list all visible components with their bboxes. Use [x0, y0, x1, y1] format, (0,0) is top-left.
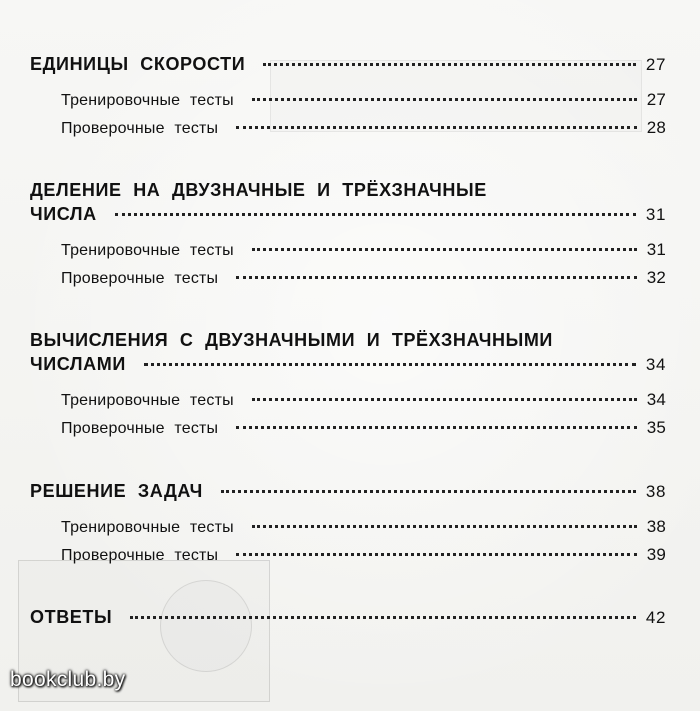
item-label: Тренировочные тесты [61, 392, 234, 409]
toc-item-training-tests[interactable] [61, 390, 666, 410]
page-number: 34 [646, 390, 666, 409]
toc-section-units-of-speed[interactable] [30, 54, 666, 75]
page-number: 31 [645, 205, 666, 224]
toc-section-division[interactable] [30, 204, 666, 225]
dot-leader [252, 525, 637, 528]
section-title: ЕДИНИЦЫ СКОРОСТИ [30, 54, 246, 74]
page-number: 27 [645, 55, 666, 74]
item-label: Проверочные тесты [61, 120, 219, 137]
dot-leader [236, 426, 636, 429]
dot-leader [252, 248, 637, 251]
page-number: 34 [645, 355, 666, 374]
toc-section-calculations[interactable] [30, 354, 666, 375]
page-number: 35 [646, 418, 666, 437]
toc-item-check-tests[interactable] [61, 268, 666, 288]
dot-leader [236, 553, 636, 556]
toc-item-check-tests[interactable] [61, 545, 666, 565]
toc-item-training-tests[interactable] [61, 517, 666, 537]
toc-item-check-tests[interactable] [61, 418, 666, 438]
section-title-line1: ДЕЛЕНИЕ НА ДВУЗНАЧНЫЕ И ТРЁХЗНАЧНЫЕ [30, 180, 487, 200]
toc-item-training-tests[interactable] [61, 90, 666, 110]
section-title: РЕШЕНИЕ ЗАДАЧ [30, 481, 203, 501]
item-label: Проверочные тесты [61, 270, 219, 287]
dot-leader [252, 98, 637, 101]
page-number: 38 [646, 517, 666, 536]
page-number: 38 [645, 482, 666, 501]
dot-leader [236, 126, 636, 129]
toc-section-problem-solving[interactable] [30, 481, 666, 502]
page-number: 31 [646, 240, 666, 259]
section-title-line2: ЧИСЛА [30, 204, 97, 224]
item-label: Тренировочные тесты [61, 92, 234, 109]
dot-leader [144, 363, 636, 366]
section-title-line2: ЧИСЛАМИ [30, 354, 126, 374]
item-label: Тренировочные тесты [61, 242, 234, 259]
page-number: 32 [646, 268, 666, 287]
section-title: ОТВЕТЫ [30, 607, 113, 627]
item-label: Проверочные тесты [61, 547, 219, 564]
page-number: 42 [645, 608, 666, 627]
page-number: 28 [646, 118, 666, 137]
page-number: 39 [646, 545, 666, 564]
dot-leader [221, 490, 636, 493]
page-number: 27 [646, 90, 666, 109]
toc-item-training-tests[interactable] [61, 240, 666, 260]
item-label: Тренировочные тесты [61, 519, 234, 536]
dot-leader [252, 398, 637, 401]
dot-leader [236, 276, 636, 279]
dot-leader [263, 63, 636, 66]
site-watermark: bookclub.by [10, 668, 126, 691]
item-label: Проверочные тесты [61, 420, 219, 437]
dot-leader [115, 213, 636, 216]
section-title-line1: ВЫЧИСЛЕНИЯ С ДВУЗНАЧНЫМИ И ТРЁХЗНАЧНЫМИ [30, 330, 553, 350]
toc-item-check-tests[interactable] [61, 118, 666, 138]
toc-section-answers[interactable] [30, 607, 666, 628]
dot-leader [130, 616, 636, 619]
